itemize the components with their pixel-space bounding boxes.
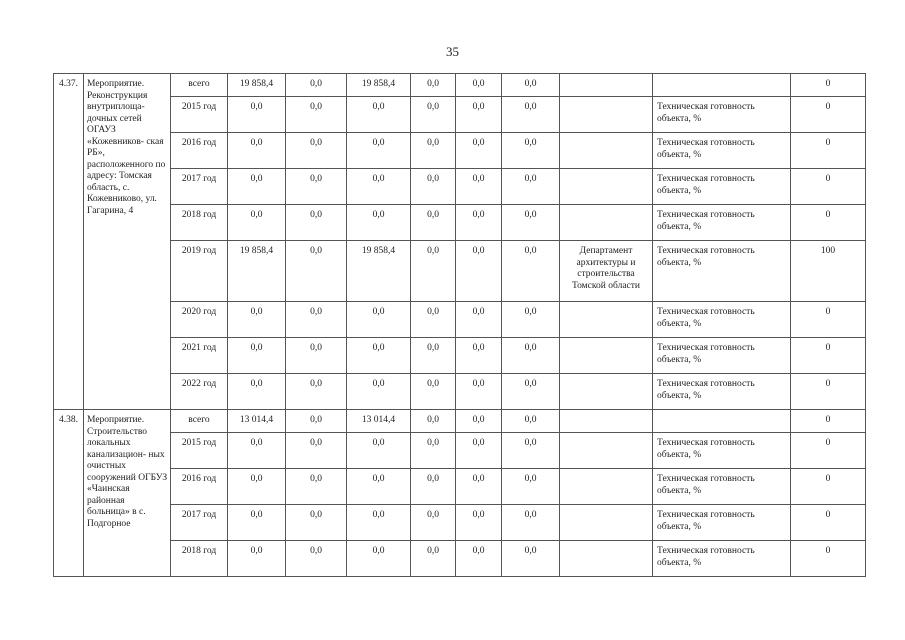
indicator-cell: Техническая готовность объекта, % bbox=[653, 241, 791, 302]
indicator-value-cell: 0 bbox=[791, 133, 866, 169]
value-cell: 0,0 bbox=[347, 541, 411, 577]
table-row bbox=[54, 541, 866, 577]
value-cell: 0,0 bbox=[347, 205, 411, 241]
value-cell: 0,0 bbox=[228, 374, 286, 410]
indicator-cell: Техническая готовность объекта, % bbox=[653, 169, 791, 205]
period-cell: 2017 год bbox=[171, 505, 228, 541]
table-row bbox=[54, 469, 866, 505]
value-cell: 0,0 bbox=[411, 97, 456, 133]
value-cell: 0,0 bbox=[502, 74, 560, 97]
value-cell: 0,0 bbox=[286, 169, 347, 205]
value-cell: 0,0 bbox=[286, 338, 347, 374]
value-cell: 0,0 bbox=[456, 469, 502, 505]
value-cell: 0,0 bbox=[347, 97, 411, 133]
indicator-value-cell: 100 bbox=[791, 241, 866, 302]
value-cell: 0,0 bbox=[411, 133, 456, 169]
value-cell: 0,0 bbox=[228, 541, 286, 577]
indicator-value-cell: 0 bbox=[791, 469, 866, 505]
value-cell: 0,0 bbox=[502, 205, 560, 241]
indicator-cell: Техническая готовность объекта, % bbox=[653, 205, 791, 241]
value-cell: 0,0 bbox=[347, 469, 411, 505]
value-cell: 0,0 bbox=[411, 541, 456, 577]
value-cell: 0,0 bbox=[456, 205, 502, 241]
table-row bbox=[54, 433, 866, 469]
value-cell: 0,0 bbox=[286, 469, 347, 505]
value-cell: 0,0 bbox=[456, 541, 502, 577]
value-cell: 0,0 bbox=[286, 302, 347, 338]
value-cell: 0,0 bbox=[411, 410, 456, 433]
value-cell: 0,0 bbox=[502, 505, 560, 541]
item-description: Мероприятие. Строительство локальных канализацион- ных очистных сооружений ОГБУЗ «Чаинская районная больница» в с. Подгорное bbox=[84, 410, 171, 577]
value-cell: 0,0 bbox=[456, 133, 502, 169]
value-cell: 0,0 bbox=[228, 169, 286, 205]
value-cell: 0,0 bbox=[286, 433, 347, 469]
indicator-cell: Техническая готовность объекта, % bbox=[653, 302, 791, 338]
value-cell: 0,0 bbox=[228, 433, 286, 469]
value-cell: 0,0 bbox=[456, 302, 502, 338]
indicator-value-cell: 0 bbox=[791, 338, 866, 374]
executor-cell bbox=[560, 433, 653, 469]
indicator-cell: Техническая готовность объекта, % bbox=[653, 541, 791, 577]
indicator-cell: Техническая готовность объекта, % bbox=[653, 133, 791, 169]
value-cell: 0,0 bbox=[286, 374, 347, 410]
value-cell: 0,0 bbox=[411, 374, 456, 410]
indicator-cell: Техническая готовность объекта, % bbox=[653, 97, 791, 133]
value-cell: 19 858,4 bbox=[347, 74, 411, 97]
value-cell: 0,0 bbox=[228, 338, 286, 374]
period-cell: 2020 год bbox=[171, 302, 228, 338]
value-cell: 0,0 bbox=[347, 133, 411, 169]
executor-cell bbox=[560, 505, 653, 541]
executor-cell bbox=[560, 74, 653, 97]
value-cell: 0,0 bbox=[456, 410, 502, 433]
period-cell: 2018 год bbox=[171, 205, 228, 241]
value-cell: 0,0 bbox=[347, 433, 411, 469]
value-cell: 13 014,4 bbox=[228, 410, 286, 433]
indicator-value-cell: 0 bbox=[791, 433, 866, 469]
executor-cell bbox=[560, 469, 653, 505]
value-cell: 19 858,4 bbox=[347, 241, 411, 302]
indicator-cell: Техническая готовность объекта, % bbox=[653, 433, 791, 469]
period-cell: 2022 год bbox=[171, 374, 228, 410]
indicator-value-cell: 0 bbox=[791, 302, 866, 338]
indicator-cell: Техническая готовность объекта, % bbox=[653, 374, 791, 410]
period-cell: 2016 год bbox=[171, 469, 228, 505]
item-number: 4.38. bbox=[54, 410, 84, 577]
period-cell: 2018 год bbox=[171, 541, 228, 577]
executor-cell bbox=[560, 133, 653, 169]
indicator-cell: Техническая готовность объекта, % bbox=[653, 338, 791, 374]
period-cell: 2015 год bbox=[171, 97, 228, 133]
value-cell: 0,0 bbox=[411, 338, 456, 374]
table-row bbox=[54, 505, 866, 541]
indicator-cell: Техническая готовность объекта, % bbox=[653, 469, 791, 505]
executor-cell bbox=[560, 169, 653, 205]
value-cell: 0,0 bbox=[286, 241, 347, 302]
indicator-cell bbox=[653, 410, 791, 433]
indicator-cell: Техническая готовность объекта, % bbox=[653, 505, 791, 541]
value-cell: 0,0 bbox=[456, 97, 502, 133]
item-description: Мероприятие. Реконструкция внутриплоща- дочных сетей ОГАУЗ «Кожевников- ская РБ», расположенного по адресу: Томская область, с. Кожевниково, ул. Гагарина, 4 bbox=[84, 74, 171, 410]
value-cell: 0,0 bbox=[502, 241, 560, 302]
executor-cell bbox=[560, 302, 653, 338]
value-cell: 0,0 bbox=[456, 433, 502, 469]
value-cell: 0,0 bbox=[411, 469, 456, 505]
period-cell: 2019 год bbox=[171, 241, 228, 302]
period-cell: всего bbox=[171, 74, 228, 97]
value-cell: 0,0 bbox=[286, 505, 347, 541]
executor-cell bbox=[560, 97, 653, 133]
value-cell: 13 014,4 bbox=[347, 410, 411, 433]
value-cell: 0,0 bbox=[411, 433, 456, 469]
period-cell: всего bbox=[171, 410, 228, 433]
value-cell: 0,0 bbox=[502, 302, 560, 338]
table-row bbox=[54, 97, 866, 133]
page-number: 35 bbox=[446, 44, 459, 59]
table-row bbox=[54, 374, 866, 410]
executor-cell: Департамент архитектуры и строительства Томской области bbox=[560, 241, 653, 302]
executor-cell bbox=[560, 410, 653, 433]
value-cell: 0,0 bbox=[228, 205, 286, 241]
value-cell: 0,0 bbox=[286, 205, 347, 241]
item-number: 4.37. bbox=[54, 74, 84, 410]
period-cell: 2015 год bbox=[171, 433, 228, 469]
value-cell: 0,0 bbox=[456, 241, 502, 302]
value-cell: 0,0 bbox=[456, 338, 502, 374]
value-cell: 0,0 bbox=[286, 541, 347, 577]
value-cell: 0,0 bbox=[411, 302, 456, 338]
value-cell: 0,0 bbox=[347, 374, 411, 410]
value-cell: 0,0 bbox=[411, 241, 456, 302]
value-cell: 19 858,4 bbox=[228, 241, 286, 302]
value-cell: 0,0 bbox=[502, 338, 560, 374]
value-cell: 0,0 bbox=[502, 169, 560, 205]
table-row bbox=[54, 338, 866, 374]
executor-cell bbox=[560, 374, 653, 410]
value-cell: 0,0 bbox=[502, 541, 560, 577]
table-row bbox=[54, 241, 866, 302]
value-cell: 0,0 bbox=[228, 469, 286, 505]
value-cell: 0,0 bbox=[456, 505, 502, 541]
indicator-value-cell: 0 bbox=[791, 97, 866, 133]
value-cell: 0,0 bbox=[456, 374, 502, 410]
indicator-cell bbox=[653, 74, 791, 97]
value-cell: 0,0 bbox=[502, 433, 560, 469]
value-cell: 0,0 bbox=[411, 505, 456, 541]
value-cell: 0,0 bbox=[502, 469, 560, 505]
value-cell: 0,0 bbox=[411, 205, 456, 241]
value-cell: 19 858,4 bbox=[228, 74, 286, 97]
value-cell: 0,0 bbox=[502, 97, 560, 133]
value-cell: 0,0 bbox=[502, 410, 560, 433]
value-cell: 0,0 bbox=[286, 74, 347, 97]
indicator-value-cell: 0 bbox=[791, 169, 866, 205]
indicator-value-cell: 0 bbox=[791, 74, 866, 97]
table-row bbox=[54, 302, 866, 338]
table-row bbox=[54, 169, 866, 205]
value-cell: 0,0 bbox=[347, 505, 411, 541]
indicator-value-cell: 0 bbox=[791, 410, 866, 433]
value-cell: 0,0 bbox=[286, 410, 347, 433]
period-cell: 2017 год bbox=[171, 169, 228, 205]
value-cell: 0,0 bbox=[347, 302, 411, 338]
period-cell: 2021 год bbox=[171, 338, 228, 374]
value-cell: 0,0 bbox=[456, 169, 502, 205]
executor-cell bbox=[560, 205, 653, 241]
value-cell: 0,0 bbox=[456, 74, 502, 97]
value-cell: 0,0 bbox=[502, 133, 560, 169]
value-cell: 0,0 bbox=[228, 133, 286, 169]
value-cell: 0,0 bbox=[228, 97, 286, 133]
table-row bbox=[54, 133, 866, 169]
value-cell: 0,0 bbox=[228, 505, 286, 541]
executor-cell bbox=[560, 541, 653, 577]
value-cell: 0,0 bbox=[286, 97, 347, 133]
value-cell: 0,0 bbox=[286, 133, 347, 169]
program-table bbox=[53, 73, 866, 577]
period-cell: 2016 год bbox=[171, 133, 228, 169]
value-cell: 0,0 bbox=[228, 302, 286, 338]
value-cell: 0,0 bbox=[347, 338, 411, 374]
value-cell: 0,0 bbox=[411, 169, 456, 205]
table-row bbox=[54, 410, 866, 433]
indicator-value-cell: 0 bbox=[791, 541, 866, 577]
value-cell: 0,0 bbox=[502, 374, 560, 410]
indicator-value-cell: 0 bbox=[791, 205, 866, 241]
table-row bbox=[54, 205, 866, 241]
value-cell: 0,0 bbox=[347, 169, 411, 205]
value-cell: 0,0 bbox=[411, 74, 456, 97]
executor-cell bbox=[560, 338, 653, 374]
table-row bbox=[54, 74, 866, 97]
indicator-value-cell: 0 bbox=[791, 374, 866, 410]
indicator-value-cell: 0 bbox=[791, 505, 866, 541]
